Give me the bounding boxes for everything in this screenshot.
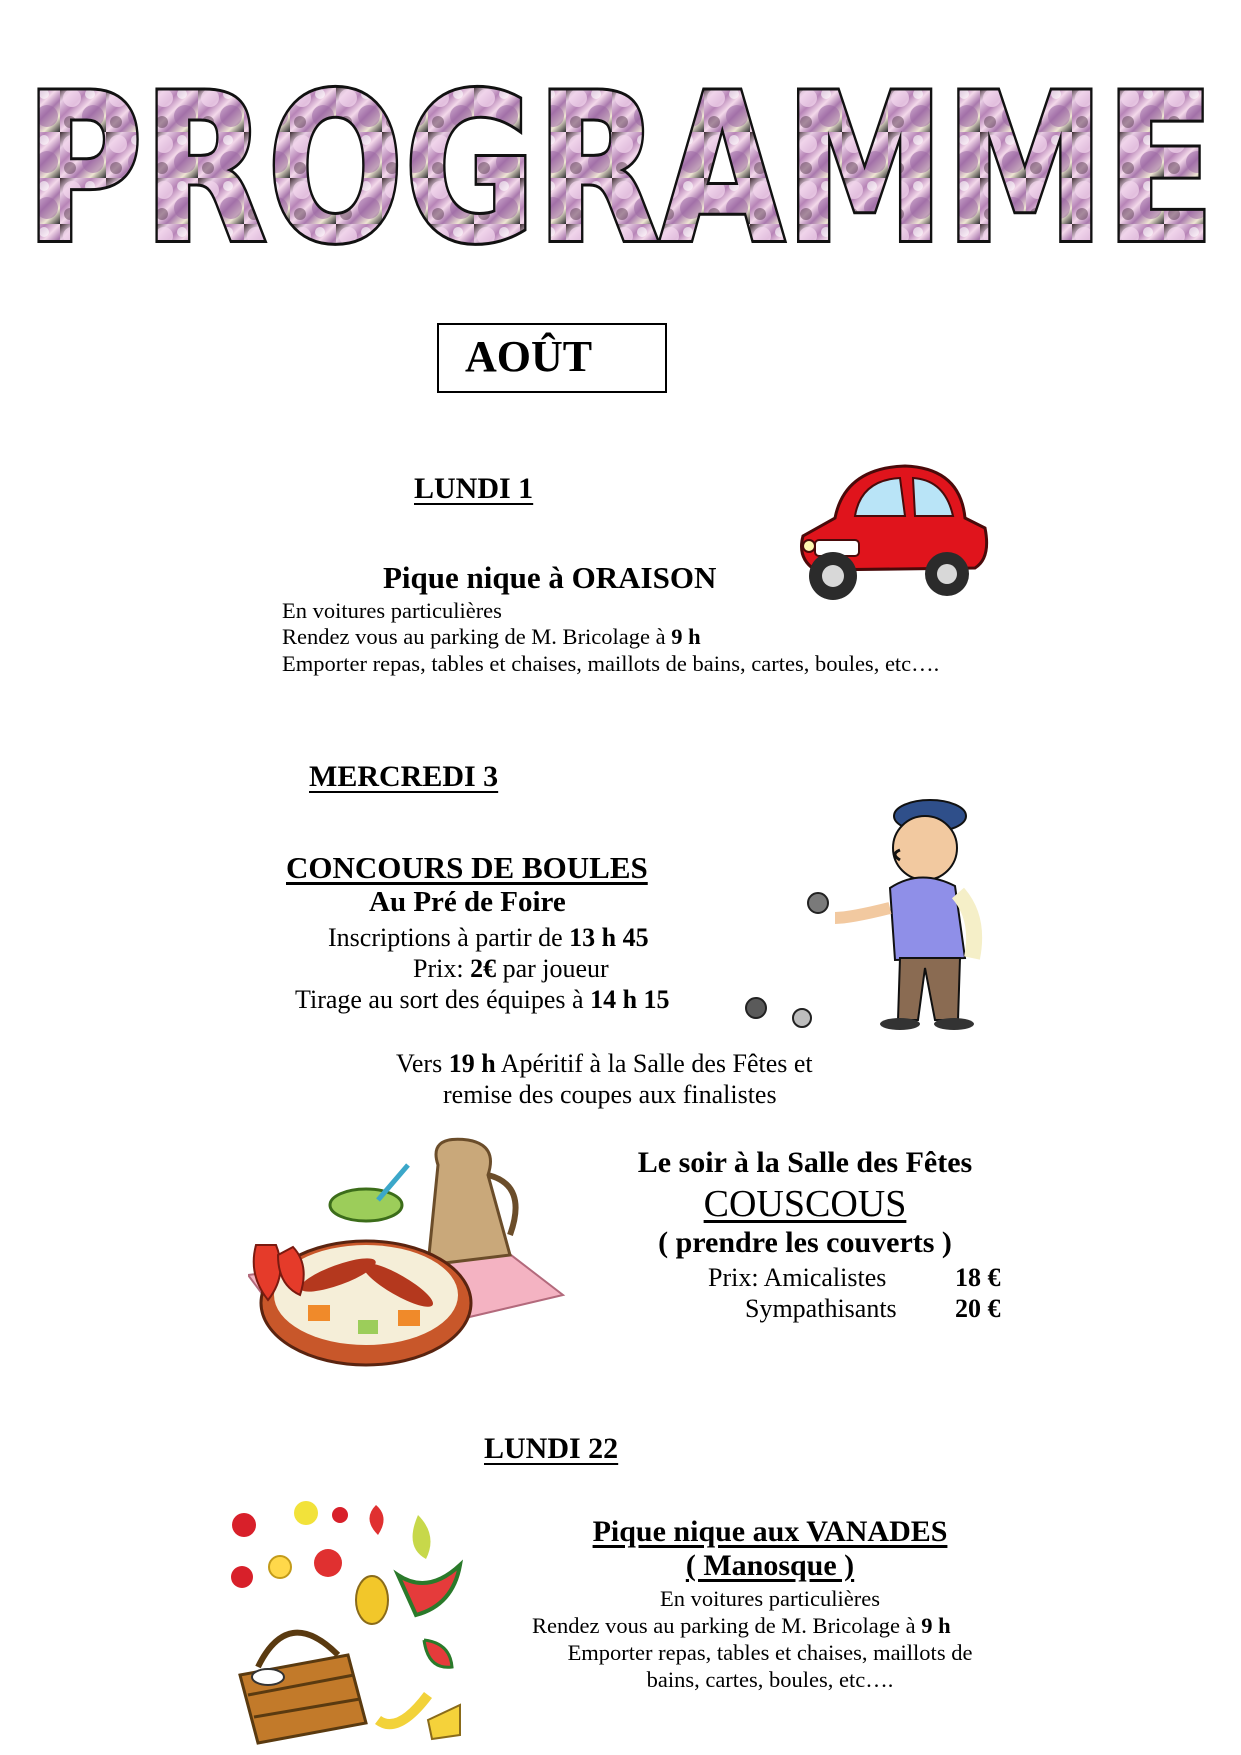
price-amicalistes-label: Prix: Amicalistes [708,1263,887,1292]
event2-heading: CONCOURS DE BOULES [286,850,648,885]
event3-line4: bains, cartes, boules, etc…. [646,1667,894,1692]
event3-line2 [532,1613,951,1639]
event3-time: 9 h [921,1613,951,1638]
soir-heading: Le soir à la Salle des Fêtes [637,1146,973,1179]
event1-line3: Emporter repas, tables et chaises, maillots de bains, cartes, boules, etc…. [282,651,940,676]
vers-text: Vers [396,1049,449,1078]
event3-line1: En voitures particulières [660,1586,880,1611]
event1-day: LUNDI 1 [414,472,534,505]
event2-tirage [295,984,670,1015]
tirage-time: 14 h 15 [590,985,670,1014]
price-sympathisants-label: Sympathisants [745,1294,897,1323]
prix-suffix: par joueur [496,954,609,983]
prix-value: 2€ [470,954,497,983]
event3-heading: Pique nique aux VANADES [592,1515,948,1548]
month-box [437,323,667,393]
petanque-player-illustration [740,768,1010,1038]
event3-day: LUNDI 22 [484,1432,619,1465]
event2-vers-line2: remise des coupes aux finalistes [443,1080,777,1109]
event2-vers [396,1048,813,1079]
event2-prix [413,953,609,984]
price-sympathisants-value: 20 € [955,1294,1001,1323]
couverts-note: ( prendre les couverts ) [658,1226,952,1259]
title-text: PROGRAMME [25,51,1215,270]
red-car-illustration [795,458,995,618]
vers-time: 19 h [448,1049,496,1078]
event1-heading: Pique nique à ORAISON [383,560,717,595]
picnic-basket-fruits-illustration [228,1495,468,1750]
event3-line2-text: Rendez vous au parking de M. Bricolage à [532,1613,922,1638]
event2-day: MERCREDI 3 [309,760,499,793]
event3-line3: Emporter repas, tables et chaises, maillots de [567,1640,973,1665]
event2-subheading: Au Pré de Foire [369,886,566,918]
price-amicalistes-value: 18 € [955,1263,1001,1292]
couscous-title: COUSCOUS [703,1183,907,1225]
event1-time: 9 h [671,624,701,649]
event2-inscriptions [328,922,649,953]
page-title [14,40,1226,270]
event1-line2-text: Rendez vous au parking de M. Bricolage à [282,624,672,649]
tirage-text: Tirage au sort des équipes à [295,985,591,1014]
event3-subheading: ( Manosque ) [685,1549,855,1582]
inscriptions-time: 13 h 45 [569,923,649,952]
couscous-dish-illustration [248,1135,568,1380]
inscriptions-text: Inscriptions à partir de [328,923,570,952]
vers-suffix: Apéritif à la Salle des Fêtes et [495,1049,813,1078]
event1-line1: En voitures particulières [282,598,502,623]
prix-label: Prix: [413,954,471,983]
event1-line2 [282,624,701,650]
month-label: AOÛT [465,332,593,381]
